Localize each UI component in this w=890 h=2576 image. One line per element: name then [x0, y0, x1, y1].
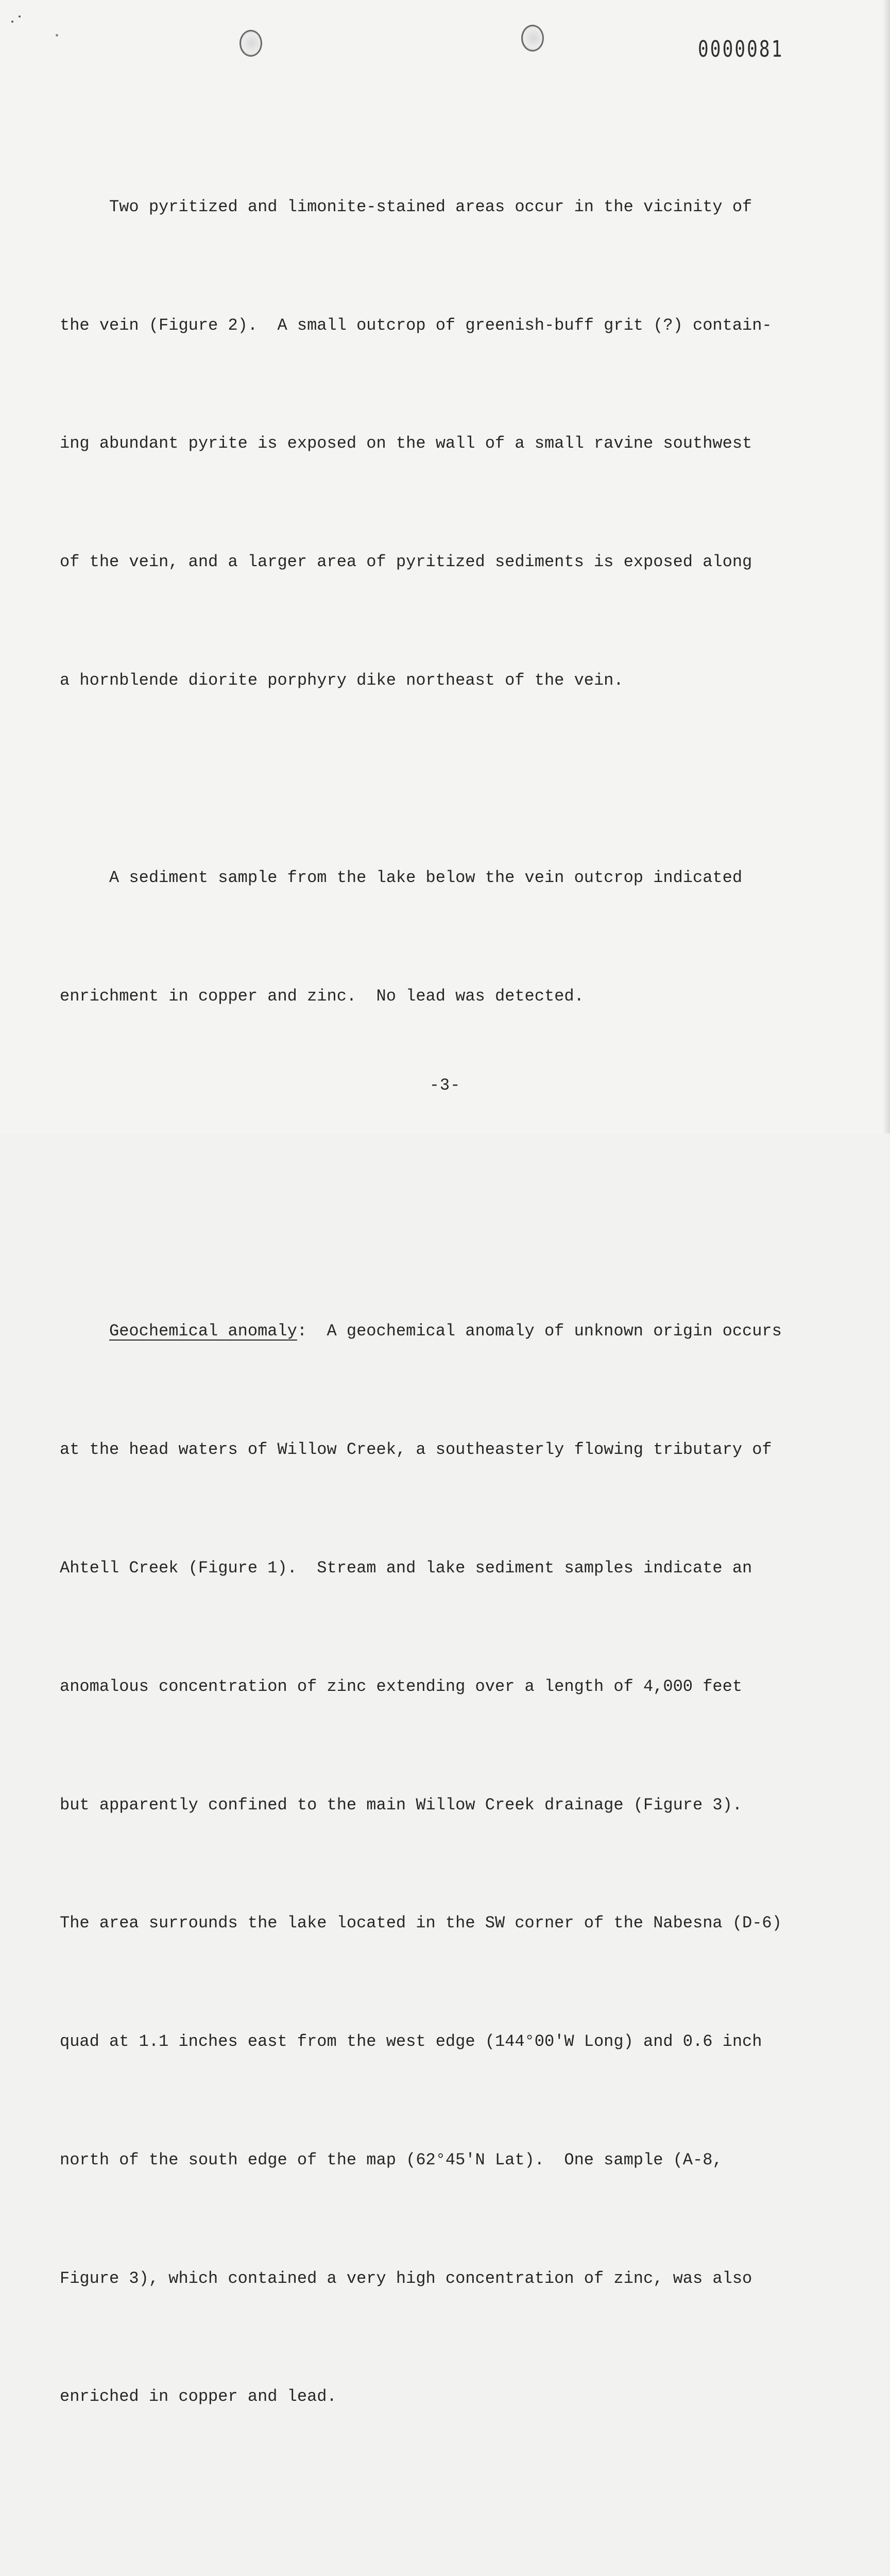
paragraph-3-line-3: Ahtell Creek (Figure 1). Stream and lake sediment samples indicate an [60, 1558, 752, 1578]
paragraph-3-line-2: at the head waters of Willow Creek, a southeasterly flowing tributary of [60, 1440, 772, 1460]
paragraph-3-line-5: but apparently confined to the main Willow Creek drainage (Figure 3). [60, 1795, 743, 1815]
paragraph-3-line-7: quad at 1.1 inches east from the west edge (144°00'W Long) and 0.6 inch [60, 2032, 762, 2052]
scan-speck [56, 34, 58, 37]
paragraph-1-line-4: of the vein, and a larger area of pyritized sediments is exposed along [60, 552, 752, 572]
paragraph-3-line-1 [60, 1312, 817, 1351]
paragraph-1-line-2: the vein (Figure 2). A small outcrop of greenish-buff grit (?) contain- [60, 315, 772, 335]
scan-speck [19, 15, 21, 18]
punch-hole-left [239, 30, 262, 57]
paragraph-1-line-1: Two pyritized and limonite-stained areas occur in the vicinity of [60, 197, 752, 216]
section-heading-geochemical-anomaly: Geochemical anomaly [109, 1321, 297, 1341]
scan-speck [11, 21, 13, 23]
paragraph-gap [60, 1134, 817, 1154]
paragraph-1-line-3: ing abundant pyrite is exposed on the wall of a small ravine southwest [60, 434, 752, 453]
paragraph-2-line-1: A sediment sample from the lake below the vein outcrop indicated [60, 868, 743, 887]
body-text [60, 69, 817, 2576]
paragraph-3-line-4: anomalous concentration of zinc extending over a length of 4,000 feet [60, 1676, 743, 1696]
page-number: -3- [429, 1076, 461, 1095]
paragraph-3-line-6: The area surrounds the lake located in the SW corner of the Nabesna (D-6) [60, 1913, 782, 1933]
document-number-stamp: 0000081 [698, 36, 784, 62]
paragraph-3-line-10: enriched in copper and lead. [60, 2387, 337, 2406]
punch-hole-right [521, 25, 544, 52]
paragraph-1-line-5: a hornblende diorite porphyry dike northeast of the vein. [60, 670, 624, 690]
page-edge-shadow [883, 0, 890, 1133]
paragraph-2-line-2: enrichment in copper and zinc. No lead was detected. [60, 986, 584, 1006]
paragraph-3-line-1-text: : A geochemical anomaly of unknown origin occurs [297, 1321, 782, 1341]
paragraph-3-line-8: north of the south edge of the map (62°45'N Lat). One sample (A-8, [60, 2150, 723, 2170]
paragraph-3-line-9: Figure 3), which contained a very high concentration of zinc, was also [60, 2268, 752, 2288]
